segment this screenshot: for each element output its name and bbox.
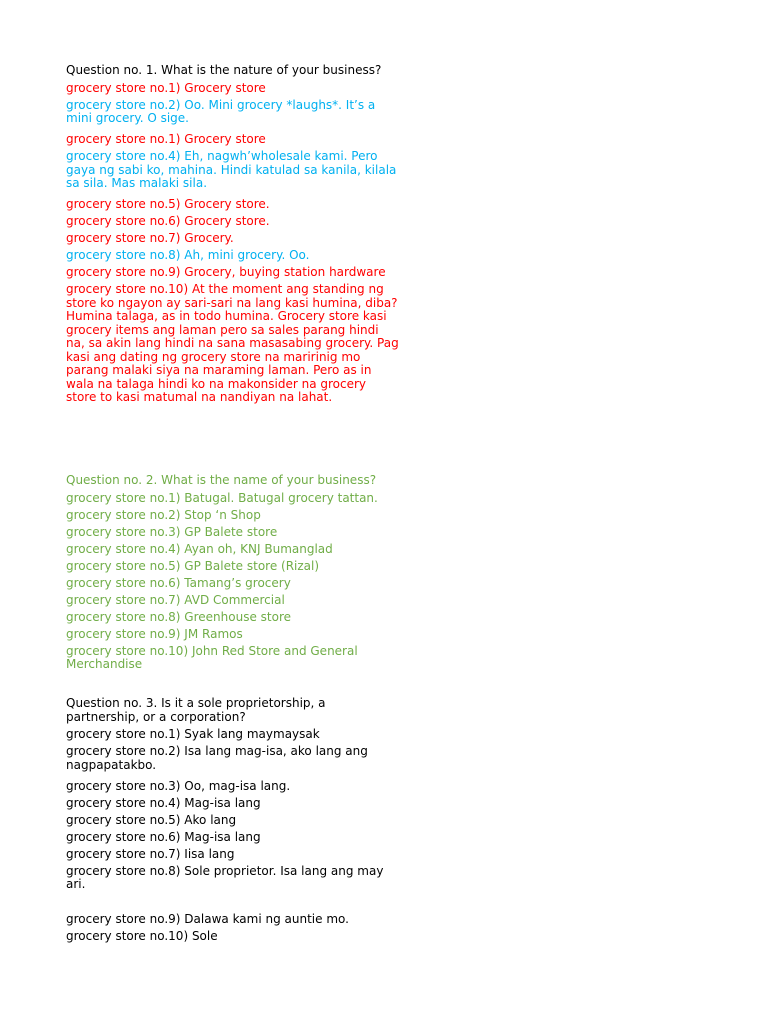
- question-1: Question no. 1. What is the nature of your business?: [66, 63, 382, 77]
- answer-3-4: grocery store no.4) Mag-isa lang: [66, 795, 261, 810]
- answer-1-5: grocery store no.5) Grocery store.: [66, 197, 270, 211]
- answer-2-7: grocery store no.7) AVD Commercial: [66, 592, 285, 607]
- answer-1-6: grocery store no.6) Grocery store.: [66, 214, 270, 228]
- answer-3-3: grocery store no.3) Oo, mag-isa lang.: [66, 778, 291, 793]
- question-2: Question no. 2. What is the name of your business?: [66, 473, 377, 487]
- document-page: [66, 64, 400, 947]
- answer-1-10: grocery store no.10) At the moment ang standing ng store ko ngayon ay sari-sari na lang kasi humina, diba? Humina talaga, as in todo humina. Grocery store kasi grocery items ang laman pero sa sales parang hindi na, sa akin lang hindi na sana masasabing grocery. Pag kasi ang dating ng grocery store na maririnig mo parang malaki siya na maraming laman. Pero as in wala na talaga hindi ko na makonsider na grocery store to kasi matumal na nandiyan na lahat.: [66, 282, 399, 404]
- answer-1-2: grocery store no.2) Oo. Mini grocery *laughs*. It’s a mini grocery. O sige.: [66, 97, 376, 125]
- answer-1-3: grocery store no.1) Grocery store: [66, 132, 266, 146]
- answer-3-1: grocery store no.1) Syak lang maymaysak: [66, 727, 320, 741]
- answer-1-4: grocery store no.4) Eh, nagwh’wholesale kami. Pero gaya ng sabi ko, mahina. Hindi katulad sa kanila, kilala sa sila. Mas malaki sila.: [66, 149, 397, 190]
- answer-1-1: grocery store no.1) Grocery store: [66, 80, 266, 95]
- answer-3-6: grocery store no.6) Mag-isa lang: [66, 829, 261, 844]
- answer-2-2: grocery store no.2) Stop ‘n Shop: [66, 507, 261, 522]
- answer-1-8: grocery store no.8) Ah, mini grocery. Oo.: [66, 248, 310, 262]
- answer-3-2: grocery store no.2) Isa lang mag-isa, ako lang ang nagpapatakbo.: [66, 744, 368, 772]
- answer-3-7: grocery store no.7) Iisa lang: [66, 846, 235, 861]
- answer-2-1: grocery store no.1) Batugal. Batugal grocery tattan.: [66, 490, 378, 505]
- answer-3-9: grocery store no.9) Dalawa kami ng auntie mo.: [66, 912, 349, 926]
- answer-2-9: grocery store no.9) JM Ramos: [66, 626, 243, 641]
- answer-3-8: grocery store no.8) Sole proprietor. Isa lang ang may ari.: [66, 863, 384, 891]
- answer-2-5: grocery store no.5) GP Balete store (Rizal): [66, 558, 320, 573]
- question-3: Question no. 3. Is it a sole proprietorship, a partnership, or a corporation?: [66, 696, 326, 724]
- answer-2-6: grocery store no.6) Tamang’s grocery: [66, 575, 291, 590]
- answer-1-7: grocery store no.7) Grocery.: [66, 231, 234, 245]
- answer-3-5: grocery store no.5) Ako lang: [66, 812, 237, 827]
- answer-3-10: grocery store no.10) Sole: [66, 929, 218, 943]
- answer-2-8: grocery store no.8) Greenhouse store: [66, 609, 291, 624]
- answer-2-3: grocery store no.3) GP Balete store: [66, 524, 278, 539]
- answer-2-10: grocery store no.10) John Red Store and General Merchandise: [66, 643, 358, 671]
- answer-1-9: grocery store no.9) Grocery, buying station hardware: [66, 265, 386, 279]
- answer-2-4: grocery store no.4) Ayan oh, KNJ Bumanglad: [66, 541, 333, 556]
